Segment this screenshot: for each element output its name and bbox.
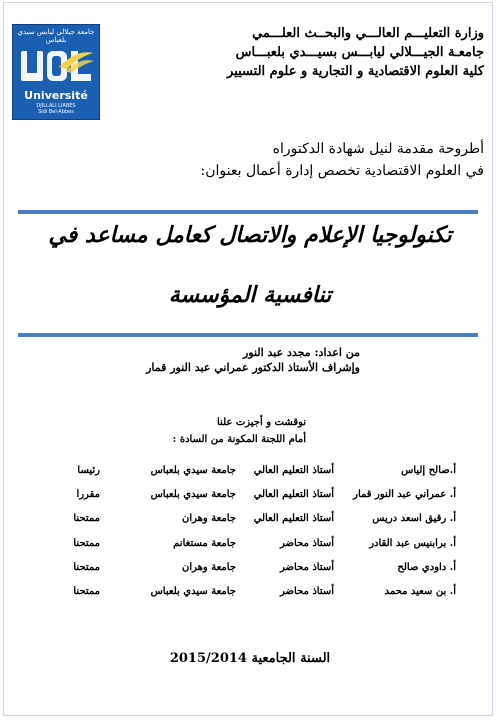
jury-institution: جامعة وهران <box>182 561 236 573</box>
jury-rank: أستاذ محاضر <box>279 586 334 598</box>
table-row <box>24 482 456 506</box>
jury-name: أ. داودي صالح <box>397 561 456 573</box>
logo-subtitle-line-1: DJILLALI LIABES <box>36 103 76 109</box>
committee-intro: أمام اللجنة المكونة من السادة : <box>172 434 306 445</box>
title-rule-top <box>18 210 478 214</box>
jury-name: أ. برابنيس عبد القادر <box>369 537 456 549</box>
thesis-specialty: في العلوم الاقتصادية تخصص إدارة أعمال بعنوان: <box>200 163 484 179</box>
table-row <box>24 531 456 555</box>
logo-name: Université <box>24 89 88 102</box>
logo-arabic-text: جامعة جيلالي ليابس سيدي بلعباس <box>17 28 95 44</box>
university-logo <box>12 24 100 120</box>
udl-emblem-icon <box>19 47 95 85</box>
jury-role: ممتحنا <box>73 513 100 525</box>
thesis-title-line-2: تنافسية المؤسسة <box>168 282 332 308</box>
jury-rank: أستاذ التعليم العالي <box>253 488 334 500</box>
jury-role: مقررا <box>76 488 100 500</box>
logo-subtitle-line-2: Sidi Bel-Abbes <box>38 109 74 115</box>
logo-subtitle <box>13 103 99 115</box>
jury-rank: أستاذ التعليم العالي <box>253 513 334 525</box>
jury-institution: جامعة سيدي بلعباس <box>150 464 236 476</box>
jury-table <box>24 458 456 604</box>
jury-rank: أستاذ التعليم العالي <box>253 464 334 476</box>
jury-institution: جامعة مستغانم <box>173 537 236 549</box>
jury-institution: جامعة وهران <box>182 513 236 525</box>
university-heading: جامعـة الجيـــلالي ليابـــس بسيـــدي بلعبـــاس <box>235 45 484 60</box>
jury-name: أ. رقيق اسعد دريس <box>372 513 456 525</box>
table-row <box>24 555 456 579</box>
table-row <box>24 507 456 531</box>
jury-name: أ. بن سعيد محمد <box>384 586 456 598</box>
prepared-by: من اعداد: مجدد عبد النور <box>242 346 360 359</box>
ministry-heading: وزارة التعليـــم العالـــي والبحــث العلـــمي <box>252 26 484 41</box>
table-row <box>24 579 456 603</box>
faculty-heading: كلية العلوم الاقتصادية و التجارية و علوم التسيير <box>227 64 484 79</box>
jury-rank: أستاذ محاضر <box>279 561 334 573</box>
jury-role: ممتحنا <box>73 586 100 598</box>
jury-role: ممتحنا <box>73 561 100 573</box>
jury-name: أ. عمراني عبد النور قمار <box>353 488 456 500</box>
jury-institution: جامعة سيدي بلعباس <box>150 488 236 500</box>
jury-name: أ.صالح إلياس <box>401 464 456 476</box>
jury-role: ممتحنا <box>73 537 100 549</box>
defense-statement: نوقشت و أجيزت علنا <box>217 417 306 428</box>
jury-role: رئيسا <box>77 464 100 476</box>
table-row <box>24 458 456 482</box>
academic-year: السنة الجامعية 2015/2014 <box>169 651 331 666</box>
supervisor: وإشراف الأستاذ الدكتور عمراني عبد النور قمار <box>146 361 360 374</box>
thesis-title-line-1: تكنولوجيا الإعلام والاتصال كعامل مساعد في <box>48 222 452 248</box>
title-rule-bottom <box>18 333 478 337</box>
thesis-purpose: أطروحة مقدمة لنيل شهادة الدكتوراه <box>272 141 484 157</box>
jury-institution: جامعة سيدي بلعباس <box>150 586 236 598</box>
jury-rank: أستاذ محاضر <box>279 537 334 549</box>
